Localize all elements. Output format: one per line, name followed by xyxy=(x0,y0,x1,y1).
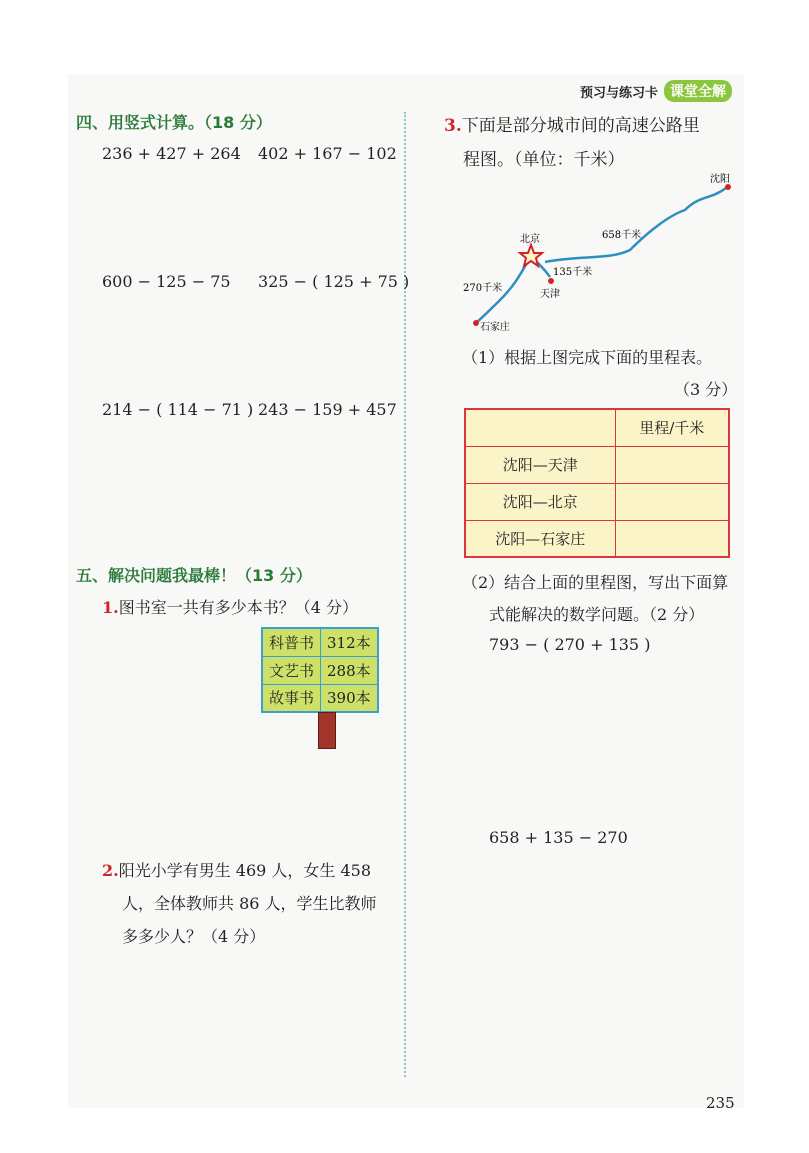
expr: 214 − ( 114 − 71 ) xyxy=(102,400,254,419)
city-label: 沈阳 xyxy=(710,174,730,185)
sign-post xyxy=(318,712,336,749)
answer-cell[interactable] xyxy=(615,446,729,483)
city-dot xyxy=(473,320,479,326)
expr: 325 − ( 125 + 75 ) xyxy=(258,272,410,291)
row-label: 沈阳—天津 xyxy=(465,446,615,483)
column-divider xyxy=(404,112,406,1077)
city-label: 天津 xyxy=(540,289,560,300)
book-count: 288本 xyxy=(321,656,378,684)
city-label: 石家庄 xyxy=(480,322,510,333)
question-text: 下面是部分城市间的高速公路里 xyxy=(461,116,700,136)
book-type: 文艺书 xyxy=(262,656,321,684)
expr: 600 − 125 − 75 xyxy=(102,272,231,291)
question-number: 2. xyxy=(102,861,119,880)
expr: 658 + 135 − 270 xyxy=(489,828,628,847)
row-label: 沈阳—北京 xyxy=(465,483,615,520)
answer-cell[interactable] xyxy=(615,483,729,520)
expr: 402 + 167 − 102 xyxy=(258,144,397,163)
book-type: 科普书 xyxy=(262,628,321,656)
highway-map xyxy=(460,170,750,340)
book-type: 故事书 xyxy=(262,684,321,712)
distance-label: 270千米 xyxy=(463,283,503,294)
expr: 793 − ( 270 + 135 ) xyxy=(489,635,651,654)
expr: 243 − 159 + 457 xyxy=(258,400,397,419)
route-shenyang-beijing xyxy=(545,188,726,262)
section5-title: 五、解决问题我最棒！（13 分） xyxy=(76,566,312,585)
distance-label: 658千米 xyxy=(602,230,642,241)
question-text: 多多少人？（4 分） xyxy=(122,927,266,946)
section4-title: 四、用竖式计算。（18 分） xyxy=(76,113,272,132)
expr: 236 + 427 + 264 xyxy=(102,144,241,163)
part1-text: （1）根据上图完成下面的里程表。 xyxy=(462,348,713,367)
answer-cell[interactable] xyxy=(615,520,729,557)
question-text: 人，全体教师共 86 人，学生比教师 xyxy=(122,894,377,913)
question-number: 1. xyxy=(102,598,119,617)
part2-text: （2）结合上面的里程图，写出下面算 xyxy=(462,573,729,592)
book-count: 390本 xyxy=(321,684,378,712)
city-label: 北京 xyxy=(520,234,540,245)
column-header: 里程/千米 xyxy=(615,409,729,446)
city-dot xyxy=(548,278,554,284)
mileage-table xyxy=(464,408,730,558)
brand-badge: 课堂全解 xyxy=(664,80,732,102)
book-count: 312本 xyxy=(321,628,378,656)
question-number: 3. xyxy=(444,116,462,136)
row-label: 沈阳—石家庄 xyxy=(465,520,615,557)
question-text: 图书室一共有多少本书？（4 分） xyxy=(118,598,358,617)
question-text: 程图。（单位：千米） xyxy=(463,150,625,170)
header xyxy=(580,80,732,102)
distance-label: 135千米 xyxy=(553,267,593,278)
header-label: 预习与练习卡 xyxy=(580,85,659,101)
book-sign-table xyxy=(261,627,379,713)
part2-text: 式能解决的数学问题。（2 分） xyxy=(489,605,705,624)
part1-score: （3 分） xyxy=(674,380,738,399)
question-text: 阳光小学有男生 469 人，女生 458 xyxy=(118,861,372,880)
page-number: 235 xyxy=(706,1094,735,1112)
